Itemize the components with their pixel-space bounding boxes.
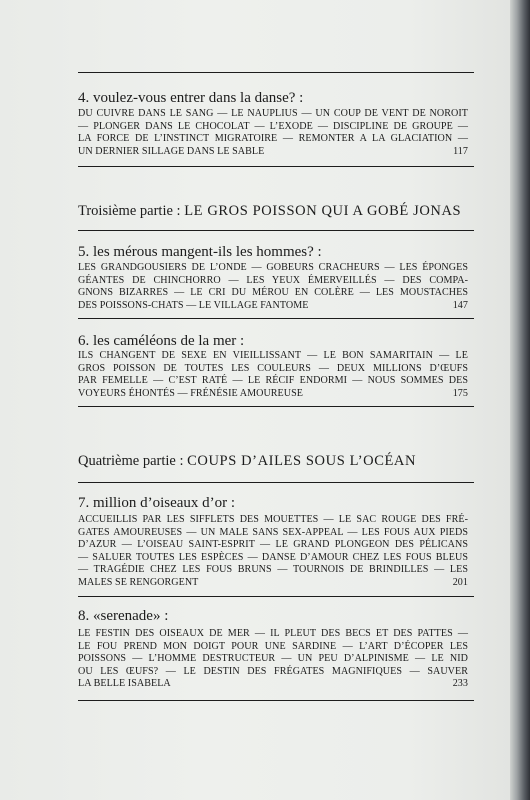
divider-rule [78, 596, 474, 597]
summary-last-line [78, 146, 468, 159]
page-number: 147 [452, 299, 468, 311]
summary-line: LES GRANDGOUSIERS DE L’ONDE — GOBEURS CRACHEURS — LES ÉPONGES [78, 262, 468, 273]
summary-line: LE FOU PREND MON DOIGT POUR UNE SARDINE — L’ART D’ÉCOPER LES [78, 640, 468, 652]
page-number: 201 [452, 576, 468, 588]
summary-line: OU LES ŒUFS? — LE DESTIN DES FRÉGATES MAGNIFIQUES — SAUVER [78, 665, 468, 677]
summary-line: GATES AMOUREUSES — UN MALE SANS SEX-APPEAL — LES FOUS AUX PIEDS [78, 526, 468, 538]
part-label: Quatrième partie : [78, 453, 188, 469]
page-number: 175 [452, 387, 468, 399]
summary-line: UN DERNIER SILLAGE DANS LE SABLE [78, 145, 265, 157]
part-title: LE GROS POISSON QUI A GOBÉ JONAS [184, 203, 462, 219]
divider-rule [78, 318, 474, 319]
summary-line: — TRAGÉDIE CHEZ LES FOUS BRUNS — TOURNOIS DE BRINDILLES — LES [78, 564, 468, 576]
summary-line: — SALUER TOUTES LES ESPÈCES — DANSE D’AMOUR CHEZ LES FOUS BLEUS [78, 551, 468, 563]
summary-last-line [78, 388, 468, 401]
chapter-title: 6. les caméléons de la mer : [78, 333, 245, 349]
summary-line: ACCUEILLIS PAR LES SIFFLETS DES MOUETTES — LE SAC ROUGE DES FRÉ- [78, 514, 468, 525]
chapter-title: 5. les mérous mangent-ils les hommes? : [78, 244, 322, 260]
page-number: 117 [453, 145, 468, 157]
chapter-summary [78, 262, 468, 312]
summary-line: ILS CHANGENT DE SEXE EN VIEILLISSANT — LE BON SAMARITAIN — LE [78, 350, 468, 361]
summary-line: MALES SE RENGORGENT [78, 576, 199, 588]
summary-line: D’AZUR — L’OISEAU SAINT-ESPRIT — LE GRAND PLONGEON DES PÉLICANS [78, 539, 468, 551]
part-heading [78, 452, 478, 470]
divider-rule [78, 406, 474, 407]
summary-line: POISSONS — L’HOMME DESTRUCTEUR — UN PEU D’ALPINISME — LE NID [78, 653, 468, 665]
divider-rule [78, 230, 474, 231]
chapter-summary [78, 108, 468, 158]
chapter-summary [78, 514, 468, 590]
chapter-title: 7. million d’oiseaux d’or : [78, 495, 236, 511]
summary-line: GNONS BIZARRES — LE CRI DU MÉROU EN COLÈRE — LES MOUSTACHES [78, 287, 468, 299]
summary-line: GROS POISSON DE TOUTES LES COULEURS — DEUX MILLIONS D’ŒUFS [78, 362, 468, 374]
summary-line: PAR FEMELLE — C’EST RATÉ — LE RÉCIF ENDORMI — NOUS SOMMES DES [78, 375, 468, 387]
part-label: Troisième partie : [78, 203, 185, 219]
chapter-title: 4. voulez-vous entrer dans la danse? : [78, 90, 304, 106]
chapter-summary [78, 628, 468, 691]
divider-rule [78, 482, 474, 483]
summary-last-line [78, 577, 468, 590]
divider-rule [78, 700, 474, 701]
summary-line: DES POISSONS-CHATS — LE VILLAGE FANTOME [78, 299, 309, 311]
part-heading [78, 202, 478, 220]
summary-last-line [78, 678, 468, 691]
divider-rule [78, 72, 474, 73]
part-title: COUPS D’AILES SOUS L’OCÉAN [187, 453, 417, 469]
divider-rule [78, 166, 474, 167]
page-number: 233 [452, 678, 468, 690]
summary-line: LA FORCE DE L’INSTINCT MIGRATOIRE — REMONTER A LA GLACIATION — [78, 133, 468, 145]
summary-last-line [78, 300, 468, 313]
summary-line: — PLONGER DANS LE CHOCOLAT — L’EXODE — DISCIPLINE DE GROUPE — [78, 120, 468, 132]
book-spine-edge [510, 0, 530, 800]
summary-line: LA BELLE ISABELA [78, 678, 171, 690]
chapter-summary [78, 350, 468, 400]
summary-line: GÉANTES DE CHINCHORRO — LES YEUX ÉMERVEILLÉS — DES COMPA- [78, 274, 468, 286]
summary-line: LE FESTIN DES OISEAUX DE MER — IL PLEUT DES BECS ET DES PATTES — [78, 628, 468, 639]
summary-line: DU CUIVRE DANS LE SANG — LE NAUPLIUS — UN COUP DE VENT DE NOROIT [78, 108, 468, 119]
summary-line: VOYEURS ÉHONTÉS — FRÉNÉSIE AMOUREUSE [78, 387, 303, 399]
chapter-title: 8. «serenade» : [78, 608, 169, 624]
